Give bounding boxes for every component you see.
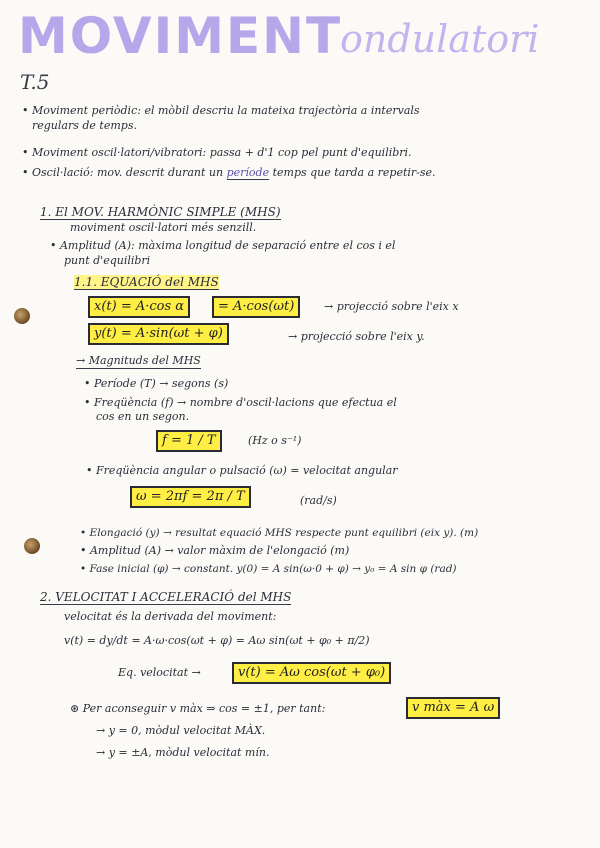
angular-frequency-formula: ω = 2πf = 2π / T xyxy=(136,489,245,504)
equation-y-box xyxy=(88,323,229,345)
angular-frequency-box xyxy=(130,486,251,508)
frequency-units: (Hz o s⁻¹) xyxy=(248,434,302,447)
vmin-result-2: → y = ±A, mòdul velocitat mín. xyxy=(96,746,270,759)
equation-x-box xyxy=(88,296,190,318)
velocity-derivative: v(t) = dy/dt = A·ω·cos(ωt + φ) = Aω sin(ωt + φ₀ + π/2) xyxy=(64,634,370,647)
binder-hole-bottom xyxy=(24,538,40,554)
periode-line: • Període (T) → segons (s) xyxy=(84,377,229,390)
page-subtitle: ondulatori xyxy=(340,17,540,61)
fase-line: • Fase inicial (φ) → constant. y(0) = A sin(ω·0 + φ) → y₀ = A sin φ (rad) xyxy=(80,563,457,575)
def-periodic: • Moviment periòdic: el mòbil descriu la mateixa trajectòria a intervals xyxy=(22,104,420,117)
equation-x-box-2 xyxy=(212,296,300,318)
section1-intro: moviment oscil·latori més senzill. xyxy=(70,221,257,234)
section2-intro: velocitat és la derivada del moviment: xyxy=(64,610,277,623)
velocity-eq-label: Eq. velocitat → xyxy=(118,666,201,679)
magnitudes-heading: → Magnituds del MHS xyxy=(76,354,201,367)
equation-x-note: → projecció sobre l'eix x xyxy=(324,300,459,313)
vmax-result-1: → y = 0, mòdul velocitat MÀX. xyxy=(96,724,266,737)
angular-frequency-line: • Freqüència angular o pulsació (ω) = velocitat angular xyxy=(86,464,398,477)
elongacio-line: • Elongació (y) → resultat equació MHS respecte punt equilibri (eix y). (m) xyxy=(80,527,479,539)
amplitud-line: • Amplitud (A) → valor màxim de l'elongació (m) xyxy=(80,544,350,557)
binder-hole-top xyxy=(14,308,30,324)
vmax-formula: v màx = A ω xyxy=(412,700,495,715)
velocity-eq: v(t) = Aω cos(ωt + φ₀) xyxy=(238,665,386,680)
equation-x-a: x(t) = A·cos α xyxy=(94,299,185,314)
unit-label: T.5 xyxy=(20,70,50,94)
equation-x-b: = A·cos(ωt) xyxy=(218,299,295,314)
def-oscillacio: • Oscil·lació: mov. descrit durant un període temps que tarda a repetir-se. xyxy=(22,166,436,179)
def-oscillatori: • Moviment oscil·latori/vibratori: passa + d'1 cop pel punt d'equilibri. xyxy=(22,146,412,159)
frequencia-line: • Freqüència (f) → nombre d'oscil·lacions que efectua el xyxy=(84,396,397,409)
amplitud-def-cont: punt d'equilibri xyxy=(64,254,151,267)
subsection-heading: 1.1. EQUACIÓ del MHS xyxy=(74,275,219,289)
section2-heading: 2. VELOCITAT I ACCELERACIÓ del MHS xyxy=(40,590,292,604)
section1-heading: 1. El MOV. HARMÒNIC SIMPLE (MHS) xyxy=(40,205,281,219)
equation-y-note: → projecció sobre l'eix y. xyxy=(288,330,425,343)
equation-y: y(t) = A·sin(ωt + φ) xyxy=(94,326,223,341)
frequency-formula: f = 1 / T xyxy=(162,433,216,448)
def-periodic-cont: regulars de temps. xyxy=(32,119,137,132)
angular-frequency-units: (rad/s) xyxy=(300,494,337,507)
vmax-text: ⊛ Per aconseguir v màx ⇒ cos = ±1, per tant: xyxy=(70,702,326,715)
frequency-formula-box xyxy=(156,430,222,452)
velocity-eq-box xyxy=(232,662,391,684)
vmax-box xyxy=(406,697,500,719)
amplitud-def: • Amplitud (A): màxima longitud de separació entre el cos i el xyxy=(50,239,396,252)
page-title: MOVIMENT xyxy=(18,7,343,65)
frequencia-line-cont: cos en un segon. xyxy=(96,410,190,423)
